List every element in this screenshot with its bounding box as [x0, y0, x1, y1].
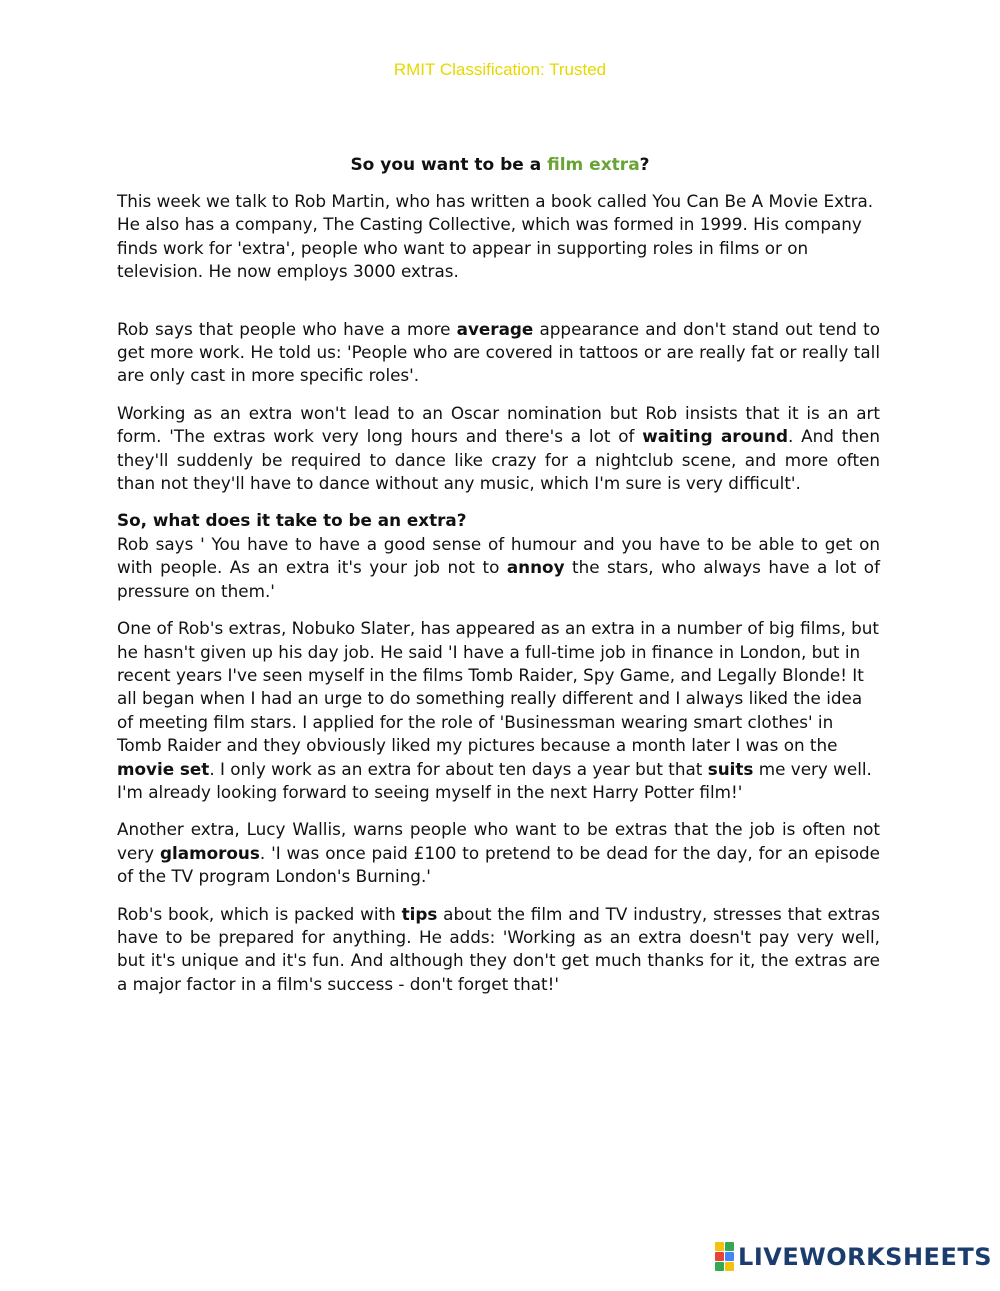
- keyword-tips: tips: [401, 903, 438, 924]
- keyword-average: average: [456, 318, 534, 339]
- subheading: So, what does it take to be an extra?: [117, 510, 467, 531]
- keyword-movie-set: movie set: [117, 758, 210, 779]
- article-body: [117, 190, 880, 1010]
- text-segment: Rob says ' You have to have a good sense of humour and you have to be able to get on with people. As an extra it's your job not to: [117, 533, 880, 578]
- liveworksheets-logo: [715, 1242, 992, 1271]
- logo-text: LIVEWORKSHEETS: [738, 1242, 992, 1271]
- text-segment: Rob's book, which is packed with: [117, 903, 402, 924]
- paragraph-book: [117, 903, 880, 997]
- paragraph-lucy: [117, 818, 880, 888]
- text-segment: . And then they'll suddenly be required to dance like crazy for a nightclub scene, and more often than not they'll have to dance without any music, which I'm sure is very difficult'.: [117, 426, 880, 494]
- paragraph-nobuko: [117, 617, 880, 804]
- title-prefix: So you want to be a: [350, 155, 548, 175]
- text-segment: the stars, who always have a lot of pressure on them.': [117, 557, 880, 601]
- keyword-suits: suits: [707, 758, 754, 779]
- keyword-glamorous: glamorous: [160, 842, 260, 863]
- keyword-waiting-around: waiting around: [642, 426, 788, 447]
- text-segment: about the film and TV industry, stresses that extras have to be prepared for anything. He adds: 'Working as an extra doesn't pay very well, but it's unique and it's fun. And although they don't get much thanks for it, the extras are a major factor in a film's success - don't forget that!': [117, 903, 881, 994]
- paragraph-average: [117, 318, 880, 388]
- paragraph-art-form: [117, 402, 880, 496]
- text-segment: One of Rob's extras, Nobuko Slater, has appeared as an extra in a number of big films, but he hasn't given up his day job. He said 'I have a full-time job in finance in London, but in recent years I've seen myself in the films Tomb Raider, Spy Game, and Legally Blonde! It all began when I had an urge to do something really different and I always liked the idea of meeting film stars. I applied for the role of 'Businessman wearing smart clothes' in Tomb Raider and they obviously liked my pictures because a month later I was on the: [117, 618, 880, 756]
- paragraph-sense-of-humour: [117, 533, 880, 603]
- title-suffix: ?: [639, 155, 650, 175]
- text-segment: appearance and don't stand out tend to get more work. He told us: 'People who are covered in tattoos or are really fat or really tall are only cast in more specific roles'.: [117, 318, 881, 386]
- paragraph-intro: This week we talk to Rob Martin, who has written a book called You Can Be A Movie Extra. He also has a company, The Casting Collective, which was formed in 1999. His company finds work for 'extra', people who want to appear in supporting roles in films or on television. He now employs 3000 extras.: [117, 191, 874, 282]
- text-segment: Rob says that people who have a more: [117, 318, 457, 339]
- classification-label: RMIT Classification: Trusted: [393, 60, 607, 79]
- liveworksheets-logo-icon: [715, 1242, 734, 1271]
- text-segment: . 'I was once paid £100 to pretend to be dead for the day, for an episode of the TV program London's Burning.': [117, 842, 881, 887]
- keyword-annoy: annoy: [506, 557, 565, 578]
- text-segment: Another extra, Lucy Wallis, warns people who want to be extras that the job is often not very: [117, 819, 880, 863]
- text-segment: me very well. I'm already looking forward to seeing myself in the next Harry Potter film!': [117, 758, 872, 802]
- text-segment: Working as an extra won't lead to an Oscar nomination but Rob insists that it is an art form. 'The extras work very long hours and there's a lot of: [117, 402, 880, 447]
- text-segment: . I only work as an extra for about ten days a year but that: [209, 758, 708, 779]
- title-highlight: film extra: [547, 155, 640, 175]
- page-title: [0, 155, 1000, 175]
